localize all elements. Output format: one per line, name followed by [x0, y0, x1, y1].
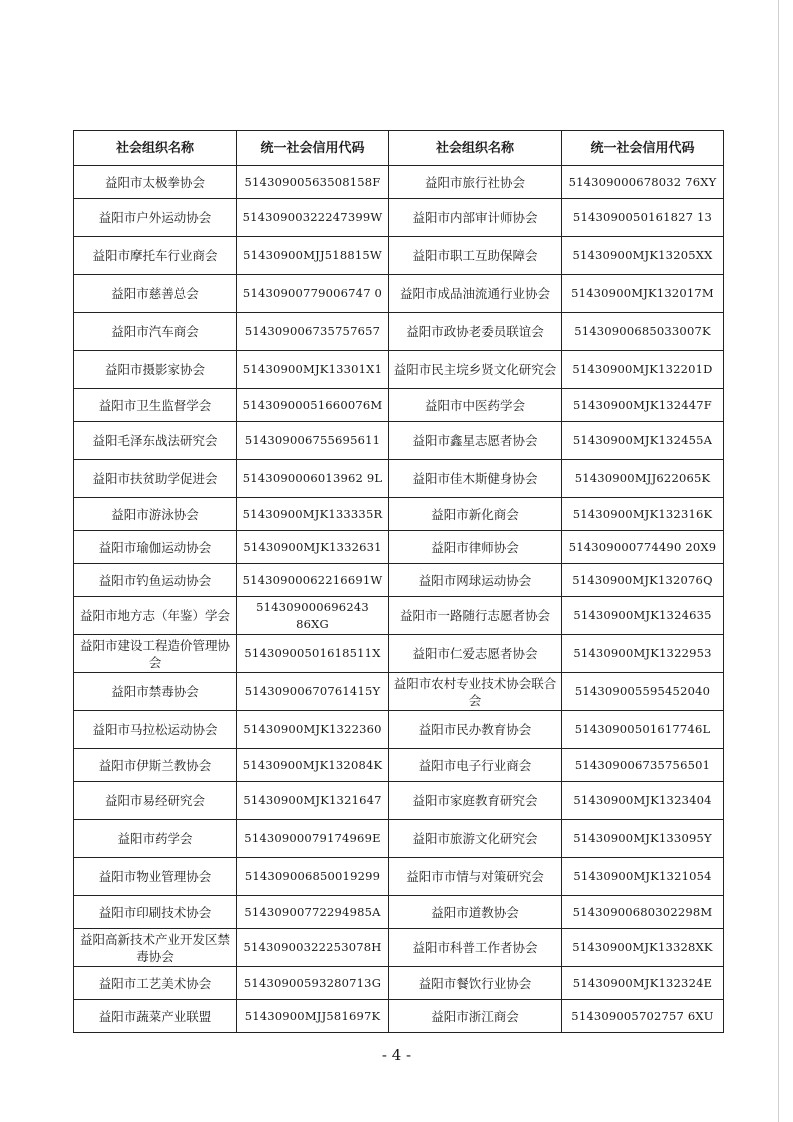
cell-org-name: 益阳市政协老委员联谊会 — [389, 313, 562, 351]
cell-credit-code: 514309000774490 20X9 — [562, 531, 724, 564]
cell-credit-code: 51430900MJK1321647 — [237, 782, 389, 820]
cell-org-name: 益阳市电子行业商会 — [389, 749, 562, 782]
cell-org-name: 益阳市瑜伽运动协会 — [74, 531, 237, 564]
cell-org-name: 益阳市旅游文化研究会 — [389, 820, 562, 858]
cell-org-name: 益阳市汽车商会 — [74, 313, 237, 351]
cell-credit-code: 5143090006013962 9L — [237, 460, 389, 498]
cell-org-name: 益阳市禁毒协会 — [74, 673, 237, 711]
cell-org-name: 益阳市扶贫助学促进会 — [74, 460, 237, 498]
table-row — [74, 389, 724, 422]
cell-credit-code: 514309006735756501 — [562, 749, 724, 782]
cell-org-name: 益阳市物业管理协会 — [74, 858, 237, 896]
cell-org-name: 益阳市新化商会 — [389, 498, 562, 531]
cell-credit-code: 51430900MJK132201D — [562, 351, 724, 389]
table-row — [74, 711, 724, 749]
cell-org-name: 益阳市游泳协会 — [74, 498, 237, 531]
cell-org-name: 益阳市道教协会 — [389, 896, 562, 929]
cell-credit-code: 51430900501617746L — [562, 711, 724, 749]
cell-credit-code: 51430900MJK133335R — [237, 498, 389, 531]
cell-credit-code: 51430900079174969E — [237, 820, 389, 858]
cell-org-name: 益阳高新技术产业开发区禁毒协会 — [74, 929, 237, 967]
table-row — [74, 597, 724, 635]
cell-credit-code: 51430900670761415Y — [237, 673, 389, 711]
cell-credit-code: 51430900MJK1322360 — [237, 711, 389, 749]
cell-credit-code: 514309006735757657 — [237, 313, 389, 351]
table-row — [74, 275, 724, 313]
cell-org-name: 益阳市太极拳协会 — [74, 166, 237, 199]
cell-org-name: 益阳市鑫星志愿者协会 — [389, 422, 562, 460]
cell-credit-code: 5143090050161827 13 — [562, 199, 724, 237]
cell-org-name: 益阳市伊斯兰教协会 — [74, 749, 237, 782]
cell-credit-code: 51430900772294985A — [237, 896, 389, 929]
cell-org-name: 益阳市摄影家协会 — [74, 351, 237, 389]
cell-credit-code: 51430900779006747 0 — [237, 275, 389, 313]
cell-org-name: 益阳市中医药学会 — [389, 389, 562, 422]
cell-credit-code: 51430900680302298M — [562, 896, 724, 929]
cell-credit-code: 51430900MJK1324635 — [562, 597, 724, 635]
cell-org-name: 益阳市仁爱志愿者协会 — [389, 635, 562, 673]
cell-org-name: 益阳市民主垸乡贤文化研究会 — [389, 351, 562, 389]
table-row — [74, 749, 724, 782]
cell-org-name: 益阳市民办教育协会 — [389, 711, 562, 749]
table-body — [74, 166, 724, 1033]
cell-org-name: 益阳市易经研究会 — [74, 782, 237, 820]
table-row — [74, 967, 724, 1000]
table-row — [74, 531, 724, 564]
header-credit-code-1: 统一社会信用代码 — [237, 131, 389, 166]
cell-org-name: 益阳毛泽东战法研究会 — [74, 422, 237, 460]
cell-org-name: 益阳市成品油流通行业协会 — [389, 275, 562, 313]
scan-edge-line — [778, 0, 779, 1122]
cell-org-name: 益阳市钓鱼运动协会 — [74, 564, 237, 597]
table-row — [74, 351, 724, 389]
cell-org-name: 益阳市摩托车行业商会 — [74, 237, 237, 275]
table-row — [74, 313, 724, 351]
table-row — [74, 820, 724, 858]
cell-credit-code: 51430900MJK1332631 — [237, 531, 389, 564]
table-row — [74, 498, 724, 531]
cell-org-name: 益阳市马拉松运动协会 — [74, 711, 237, 749]
cell-credit-code: 51430900MJK132076Q — [562, 564, 724, 597]
table-row — [74, 1000, 724, 1033]
cell-org-name: 益阳市旅行社协会 — [389, 166, 562, 199]
cell-org-name: 益阳市佳木斯健身协会 — [389, 460, 562, 498]
cell-credit-code: 51430900MJK1321054 — [562, 858, 724, 896]
cell-org-name: 益阳市职工互助保障会 — [389, 237, 562, 275]
cell-credit-code: 51430900MJK1322953 — [562, 635, 724, 673]
cell-org-name: 益阳市餐饮行业协会 — [389, 967, 562, 1000]
cell-org-name: 益阳市网球运动协会 — [389, 564, 562, 597]
table-row — [74, 564, 724, 597]
organization-table — [73, 130, 724, 1033]
cell-org-name: 益阳市建设工程造价管理协会 — [74, 635, 237, 673]
cell-org-name: 益阳市慈善总会 — [74, 275, 237, 313]
cell-credit-code: 51430900MJK1323404 — [562, 782, 724, 820]
cell-credit-code: 51430900MJK132017M — [562, 275, 724, 313]
cell-credit-code: 51430900MJK133095Y — [562, 820, 724, 858]
cell-credit-code: 51430900322253078H — [237, 929, 389, 967]
table-row — [74, 199, 724, 237]
cell-credit-code: 514309006755695611 — [237, 422, 389, 460]
cell-credit-code: 51430900MJK132447F — [562, 389, 724, 422]
cell-credit-code: 51430900MJK132324E — [562, 967, 724, 1000]
cell-credit-code: 51430900MJK132455A — [562, 422, 724, 460]
cell-credit-code: 51430900MJK132084K — [237, 749, 389, 782]
cell-credit-code: 514309000678032 76XY — [562, 166, 724, 199]
cell-credit-code: 51430900062216691W — [237, 564, 389, 597]
table-row — [74, 673, 724, 711]
page-number: - 4 - — [381, 1046, 412, 1064]
cell-credit-code: 51430900MJJ622065K — [562, 460, 724, 498]
cell-org-name: 益阳市浙江商会 — [389, 1000, 562, 1033]
cell-credit-code: 51430900MJK13301X1 — [237, 351, 389, 389]
table-row — [74, 896, 724, 929]
cell-org-name: 益阳市一路随行志愿者协会 — [389, 597, 562, 635]
cell-credit-code: 51430900322247399W — [237, 199, 389, 237]
cell-credit-code: 51430900501618511X — [237, 635, 389, 673]
cell-credit-code: 51430900051660076M — [237, 389, 389, 422]
cell-credit-code: 514309000696243 86XG — [237, 597, 389, 635]
cell-credit-code: 51430900685033007K — [562, 313, 724, 351]
cell-org-name: 益阳市工艺美术协会 — [74, 967, 237, 1000]
table-row — [74, 635, 724, 673]
cell-org-name: 益阳市地方志（年鉴）学会 — [74, 597, 237, 635]
table-row — [74, 237, 724, 275]
cell-credit-code: 51430900MJJ518815W — [237, 237, 389, 275]
cell-org-name: 益阳市科普工作者协会 — [389, 929, 562, 967]
header-org-name-2: 社会组织名称 — [389, 131, 562, 166]
cell-org-name: 益阳市蔬菜产业联盟 — [74, 1000, 237, 1033]
table-row — [74, 166, 724, 199]
cell-credit-code: 51430900MJK13205XX — [562, 237, 724, 275]
table-row — [74, 858, 724, 896]
cell-org-name: 益阳市药学会 — [74, 820, 237, 858]
cell-credit-code: 51430900563508158F — [237, 166, 389, 199]
cell-org-name: 益阳市市情与对策研究会 — [389, 858, 562, 896]
cell-credit-code: 51430900MJJ581697K — [237, 1000, 389, 1033]
cell-org-name: 益阳市户外运动协会 — [74, 199, 237, 237]
cell-credit-code: 51430900MJK13328XK — [562, 929, 724, 967]
cell-org-name: 益阳市印刷技术协会 — [74, 896, 237, 929]
cell-org-name: 益阳市农村专业技术协会联合会 — [389, 673, 562, 711]
cell-org-name: 益阳市律师协会 — [389, 531, 562, 564]
table-row — [74, 422, 724, 460]
cell-org-name: 益阳市卫生监督学会 — [74, 389, 237, 422]
table-row — [74, 460, 724, 498]
header-org-name-1: 社会组织名称 — [74, 131, 237, 166]
table-row — [74, 782, 724, 820]
cell-credit-code: 514309005702757 6XU — [562, 1000, 724, 1033]
cell-org-name: 益阳市内部审计师协会 — [389, 199, 562, 237]
cell-credit-code: 51430900MJK132316K — [562, 498, 724, 531]
cell-credit-code: 51430900593280713G — [237, 967, 389, 1000]
cell-credit-code: 514309006850019299 — [237, 858, 389, 896]
cell-org-name: 益阳市家庭教育研究会 — [389, 782, 562, 820]
cell-credit-code: 514309005595452040 — [562, 673, 724, 711]
table-row — [74, 929, 724, 967]
table-header-row — [74, 131, 724, 166]
header-credit-code-2: 统一社会信用代码 — [562, 131, 724, 166]
